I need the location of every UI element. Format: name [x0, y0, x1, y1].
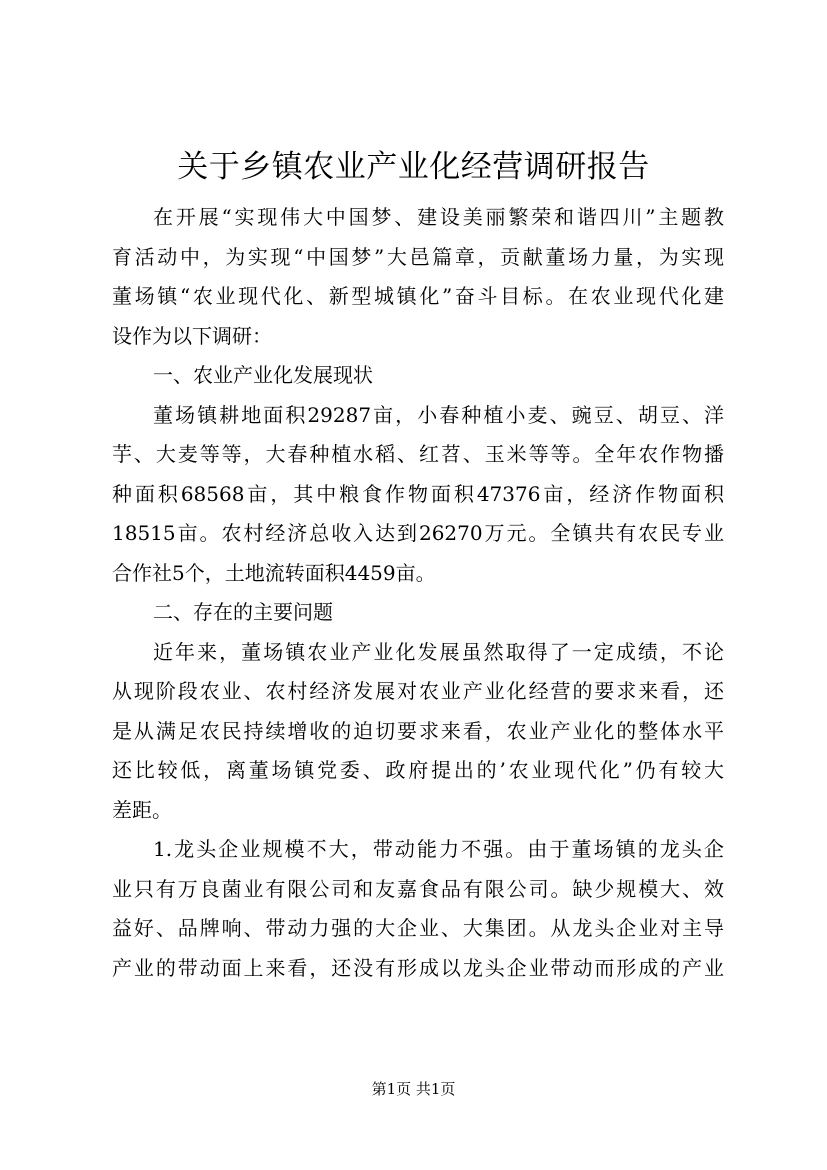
body-line: 18515亩。农村经济总收入达到26270万元。全镇共有农民专业 [112, 521, 724, 545]
body-line: 产业的带动面上来看，还没有形成以龙头企业带动而形成的产业 [112, 955, 724, 980]
body-line: 设作为以下调研： [112, 323, 272, 348]
body-line: 种面积68568亩，其中粮食作物面积47376亩，经济作物面积 [112, 481, 724, 506]
body-line: 还比较低，离董场镇党委、政府提出的’农业现代化”仍有较大 [112, 758, 724, 782]
body-line: 董场镇“农业现代化、新型城镇化”奋斗目标。在农业现代化建 [112, 284, 724, 308]
body-line: 在开展“实现伟大中国梦、建设美丽繁荣和谐四川”主题教 [153, 205, 724, 229]
body-line: 董场镇耕地面积29287亩，小春种植小麦、豌豆、胡豆、洋 [153, 402, 724, 427]
page-footer: 第1页 共1页 [371, 1080, 456, 1098]
section-heading: 一、农业产业化发展现状 [153, 363, 373, 387]
section-heading: 二、存在的主要问题 [153, 600, 333, 624]
body-line: 是从满足农民持续增收的迫切要求来看，农业产业化的整体水平 [112, 718, 724, 743]
document-title: 关于乡镇农业产业化经营调研报告 [177, 149, 650, 185]
document-body [112, 198, 724, 988]
body-line: 育活动中，为实现“中国梦”大邑篇章，贡献董场力量，为实现 [112, 244, 724, 269]
body-line: 从现阶段农业、农村经济发展对农业产业化经营的要求来看，还 [112, 679, 724, 703]
body-line: 合作社5个，土地流转面积4459亩。 [112, 560, 436, 585]
body-line: 芋、大麦等等，大春种植水稻、红苕、玉米等等。全年农作物播 [112, 442, 724, 466]
body-line: 益好、品牌响、带动力强的大企业、大集团。从龙头企业对主导 [112, 916, 724, 940]
body-line: 近年来，董场镇农业产业化发展虽然取得了一定成绩，不论 [153, 639, 724, 664]
body-line: 差距。 [112, 797, 172, 822]
body-line: 1.龙头企业规模不大，带动能力不强。由于董场镇的龙头企 [153, 837, 724, 861]
body-line: 业只有万良菌业有限公司和友嘉食品有限公司。缺少规模大、效 [112, 876, 724, 901]
